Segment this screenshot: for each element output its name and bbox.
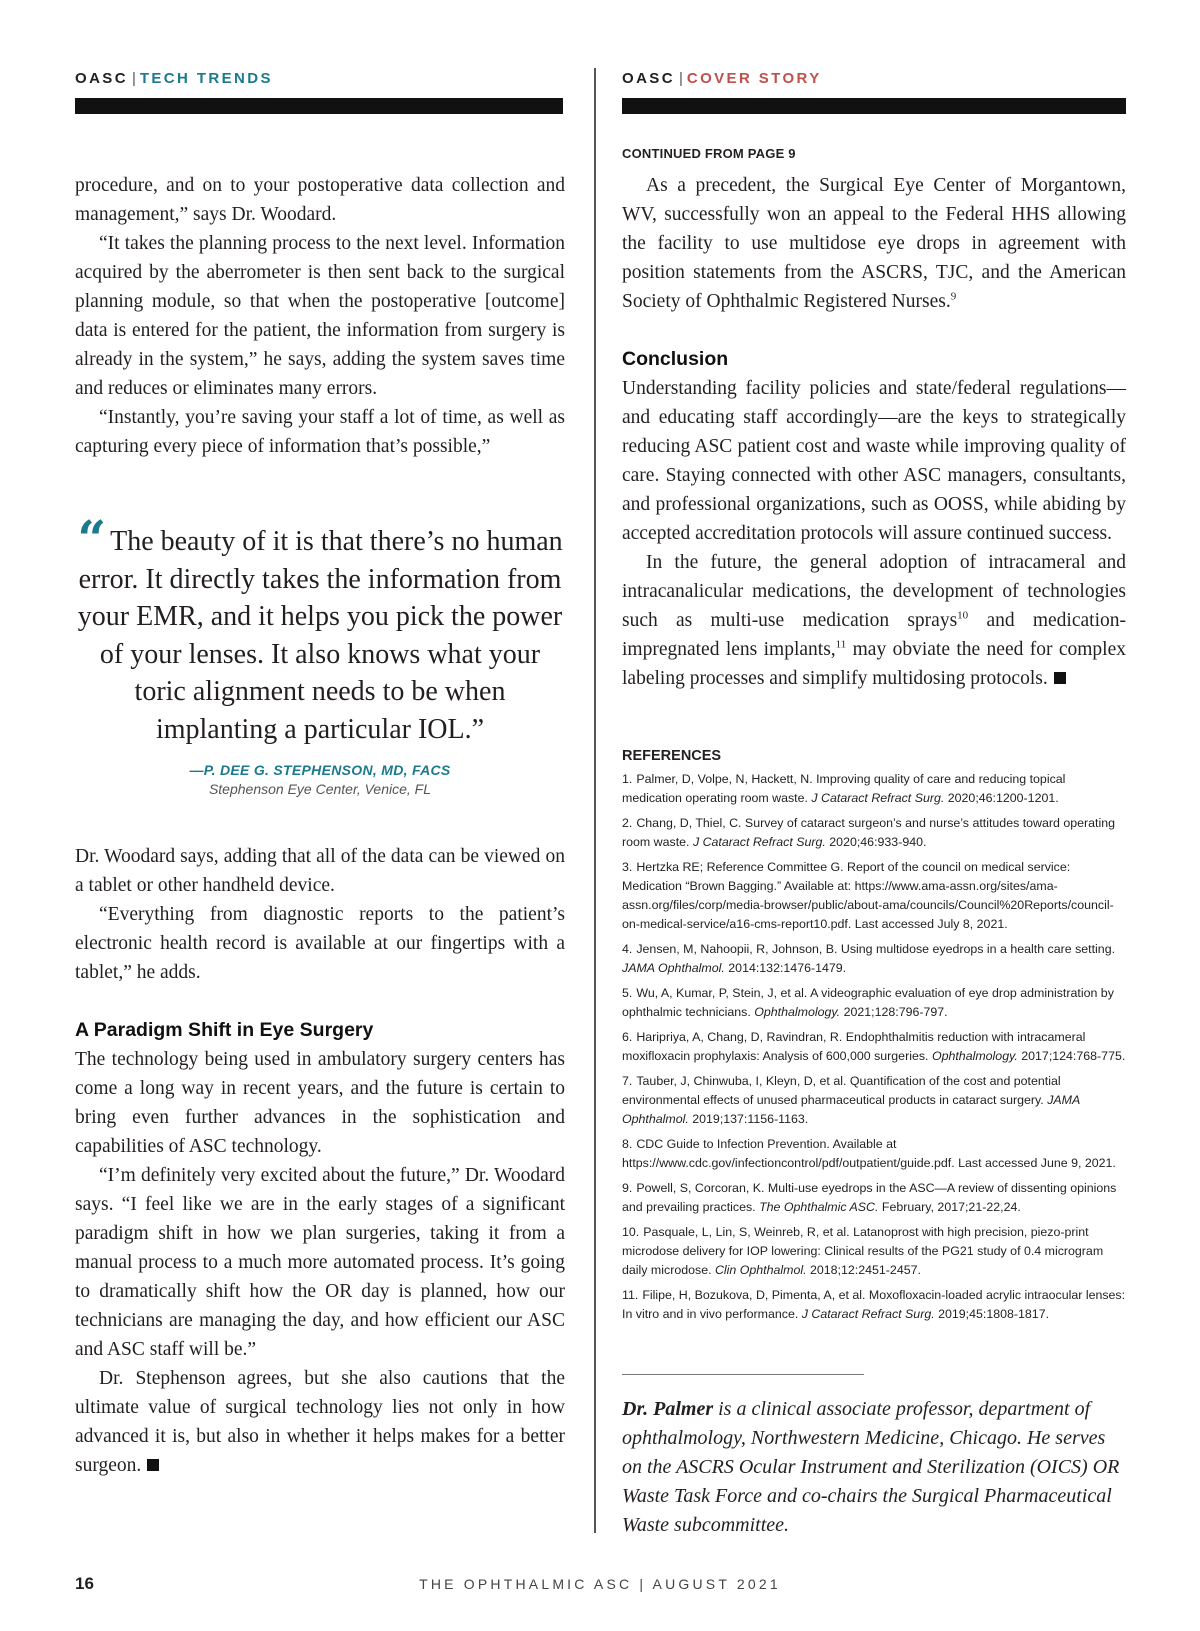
pull-quote — [75, 509, 565, 797]
footer-title: THE OPHTHALMIC ASC | AUGUST 2021 — [419, 1576, 781, 1592]
quote-mark-icon: “ — [77, 509, 107, 568]
subhead: A Paradigm Shift in Eye Surgery — [75, 1019, 374, 1041]
brand-label: OASC — [75, 70, 128, 87]
end-mark-icon — [147, 1459, 159, 1471]
references — [622, 748, 1126, 1330]
bio-rule — [622, 1374, 864, 1375]
paragraph: “Everything from diagnostic reports to the patient’s electronic health record is available at our fingertips with a tablet,” he adds. — [75, 904, 565, 983]
paragraph: Dr. Stephenson agrees, but she also cautions that the ultimate value of surgical technology lies not only in how advanced it is, but also in whether it helps makes for a better surgeon. — [75, 1368, 565, 1476]
paragraph: As a precedent, the Surgical Eye Center of Morgantown, WV, successfully won an appeal to the Federal HHS allowing the facility to use multidose eye drops in agreement with position statements from the ASCRS, TJC, and the American Society of Ophthalmic Registered Nurses.$^9$ — [622, 175, 1126, 312]
reference-item: 1. Palmer, D, Volpe, N, Hackett, N. Improving quality of care and reducing topical medication operating room waste. J Cataract Refract Surg. 2020;46:1200-1201. — [622, 772, 1066, 805]
reference-list — [622, 770, 1126, 1324]
pull-quote-affiliation: Stephenson Eye Center, Venice, FL — [208, 781, 432, 797]
reference-item: 2. Chang, D, Thiel, C. Survey of cataract surgeon’s and nurse’s attitudes toward operating room waste. J Cataract Refract Surg. 2020;46:933-940. — [622, 816, 1116, 849]
paragraph: “Instantly, you’re saving your staff a lot of time, as well as capturing every piece of information that’s possible,” — [75, 407, 565, 457]
paragraph: procedure, and on to your postoperative data collection and management,” says Dr. Woodard. — [75, 175, 565, 225]
section-label: COVER STORY — [686, 70, 822, 87]
header-bar — [75, 98, 563, 114]
paragraph: Dr. Woodard says, adding that all of the data can be viewed on a tablet or other handheld device. — [75, 846, 565, 896]
paragraph: The technology being used in ambulatory surgery centers has come a long way in recent years, and the future is certain to bring even further advances in the sophistication and capabilities of ASC technology. — [75, 1049, 565, 1157]
author-name: Dr. Palmer — [622, 1398, 714, 1420]
right-top-text — [622, 171, 1126, 693]
reference-item: 10. Pasquale, L, Lin, S, Weinreb, R, et al. Latanoprost with high precision, piezo-print microdose delivery for IOP lowering: Clinical results of the PG21 study of 0.4 microgram daily microdose. Clin Ophthalmol. 2018;12:2451-2457. — [622, 1225, 1104, 1277]
section-label: TECH TRENDS — [139, 70, 273, 87]
column-divider — [594, 68, 596, 1533]
reference-item: 8. CDC Guide to Infection Prevention. Available at https://www.cdc.gov/infectioncontrol/pdf/outpatient/guide.pdf. Last accessed June 9, 2021. — [622, 1137, 1116, 1170]
page-number: 16 — [75, 1574, 94, 1593]
pull-quote-attribution: —P. DEE G. STEPHENSON, MD, FACS — [189, 762, 451, 778]
right-section-header: OASC | COVER STORY — [622, 70, 822, 87]
reference-item: 7. Tauber, J, Chinwuba, I, Kleyn, D, et al. Quantification of the cost and potential environmental effects of unused pharmaceutical products in cataract surgery. JAMA Ophthalmol. 2019;137:1156-1163. — [622, 1074, 1080, 1126]
reference-item: 9. Powell, S, Corcoran, K. Multi-use eyedrops in the ASC—A review of dissenting opinions and prevailing practices. The Ophthalmic ASC. February, 2017;21-22,24. — [622, 1181, 1117, 1214]
brand-label: OASC — [622, 70, 675, 87]
reference-item: 6. Haripriya, A, Chang, D, Ravindran, R. Endophthalmitis reduction with intracameral moxifloxacin prophylaxis: Analysis of 600,000 surgeries. Ophthalmology. 2017;124:768-775. — [622, 1030, 1126, 1063]
references-title: REFERENCES — [622, 748, 722, 764]
reference-item: 4. Jensen, M, Nahoopii, R, Johnson, B. Using multidose eyedrops in a health care setting. JAMA Ophthalmol. 2014:132:1476-1479. — [622, 942, 1116, 975]
left-section-header: OASC | TECH TRENDS — [75, 70, 273, 87]
header-bar — [622, 98, 1126, 114]
reference-item: 5. Wu, A, Kumar, P, Stein, J, et al. A videographic evaluation of eye drop administration by ophthalmic technicians. Ophthalmology. 2021;128:796-797. — [622, 986, 1114, 1019]
continued-label: CONTINUED FROM PAGE 9 — [622, 146, 796, 161]
paragraph: Understanding facility policies and state/federal regulations—and educating staff accordingly—are the keys to strategically reducing ASC patient cost and waste while improving quality of care. Staying connected with other ASC managers, consultants, and professional organizations, such as OOSS, while abiding by accepted accreditation protocols will assure continued success. — [622, 378, 1126, 544]
conclusion-heading: Conclusion — [622, 348, 729, 370]
reference-item: 3. Hertzka RE; Reference Committee G. Report of the council on medical service: Medication “Brown Bagging.” Available at: https://www.ama-assn.org/sites/ama-assn.org/files/corp/media-browser/public/about-ama/councils/Council%20Reports/council-on-medical-service/a16-cms-report10.pdf. Last accessed July 8, 2021. — [622, 860, 1114, 931]
author-bio: Dr. Palmer is a clinical associate professor, department of ophthalmology, Northwestern Medicine, Chicago. He serves on the ASCRS Ocular Instrument and Sterilization (OICS) OR Waste Task Force and co-chairs the Surgical Pharmaceutical Waste subcommittee. — [622, 1398, 1120, 1536]
left-top-text — [75, 171, 565, 461]
paragraph: In the future, the general adoption of intracameral and intracanalicular medications, the development of technologies such as multi-use medication sprays$^{10}$ and medication-impregnated lens implants,$^{11}$ may obviate the need for complex labeling processes and simplify multidosing protocols. — [622, 552, 1126, 689]
paragraph: “It takes the planning process to the next level. Information acquired by the aberrometer is then sent back to the surgical planning module, so that when the postoperative [outcome] data is entered for the patient, the information from surgery is already in the system,” he says, adding the system saves time and reduces or eliminates many errors. — [75, 233, 565, 399]
pull-quote-text: The beauty of it is that there’s no human error. It directly takes the information from your EMR, and it helps you pick the power of your lenses. It also knows what your toric alignment needs to be when implanting a particular IOL.” — [77, 526, 563, 745]
left-bottom-text — [75, 842, 565, 1480]
paragraph: “I’m definitely very excited about the future,” Dr. Woodard says. “I feel like we are in the early stages of a significant paradigm shift in how we plan surgeries, taking it from a manual process to a much more automated process. It’s going to dramatically shift how the OR day is planned, how our technicians are managing the day, and how efficient our ASC and ASC staff will be.” — [75, 1165, 565, 1360]
end-mark-icon — [1054, 672, 1066, 684]
reference-item: 11. Filipe, H, Bozukova, D, Pimenta, A, et al. Moxofloxacin-loaded acrylic intraocular lenses: In vitro and in vivo performance. J Cataract Refract Surg. 2019;45:1808-1817. — [622, 1288, 1126, 1321]
